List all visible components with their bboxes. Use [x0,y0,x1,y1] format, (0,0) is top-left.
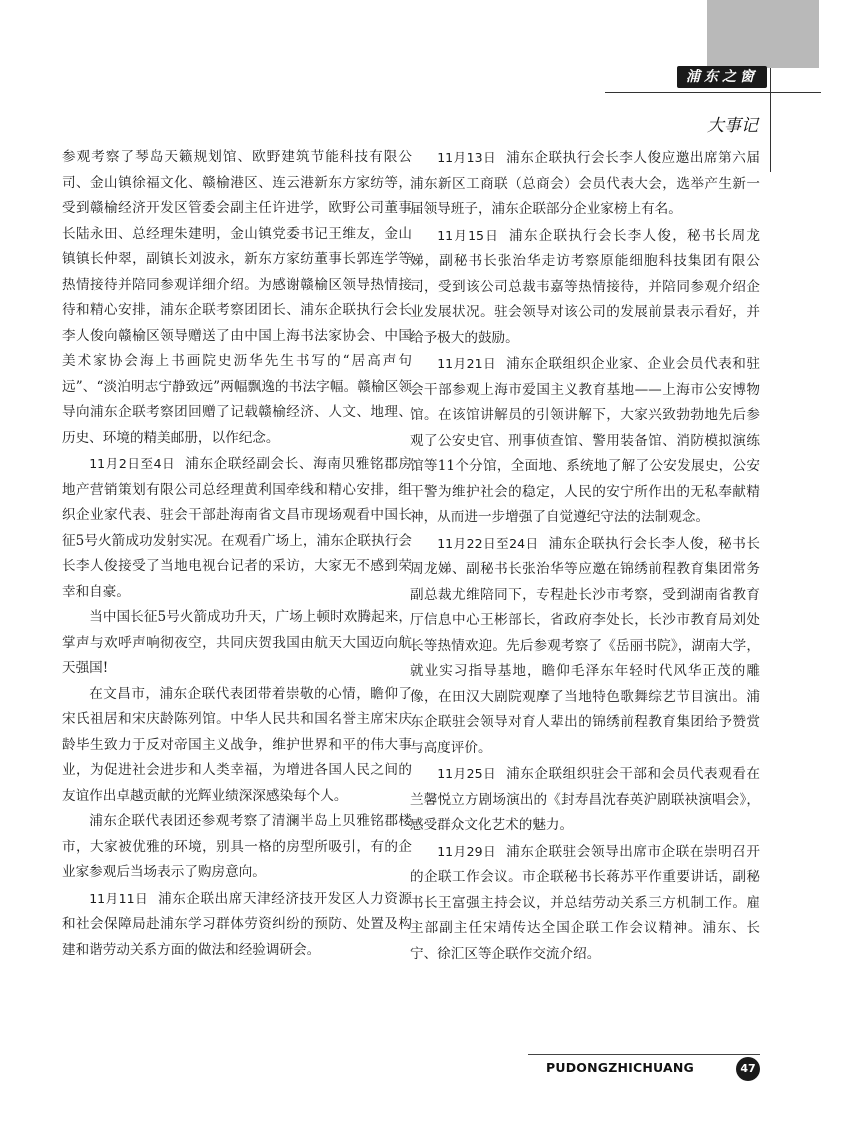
article-paragraph: 浦东企联代表团还参观考察了清澜半岛上贝雅铭郡楼市，大家被优雅的环境，别具一格的房型所吸引，有的企业家参观后当场表示了购房意向。 [62,813,412,880]
article-paragraph: 11月11日 浦东企联出席天津经济技开发区人力资源和社会保障局赴浦东学习群体劳资纠纷的预防、处置及构建和谐劳动关系方面的做法和经验调研会。 [62,890,413,958]
right-column [410,145,760,967]
section-title: 大事记 [707,116,758,136]
article-paragraph: 在文昌市，浦东企联代表团带着崇敬的心情，瞻仰了宋氏祖居和宋庆龄陈列馆。中华人民共和国名誉主席宋庆龄毕生致力于反对帝国主义战争，维护世界和平的伟大事业，为促进社会进步和人类幸福，为增进各国人民之间的友谊作出卓越贡献的光辉业绩深深感染每个人。 [62,685,412,804]
event-date: 11月29日 [437,843,497,859]
header-tag: 浦东之窗 [686,69,758,85]
article-paragraph: 11月2日至4日 浦东企联经副会长、海南贝雅铭郡房地产营销策划有限公司总经理黄利国牵线和精心安排，组织企业家代表、驻会干部赴海南省文昌市现场观看中国长征5号火箭成功发射实况。在观看广场上，浦东企联执行会长李人俊接受了当地电视台记者的采访，大家无不感到荣幸和自豪。 [62,456,413,600]
page-number: 47 [736,1057,760,1081]
article-paragraph: 11月29日 浦东企联驻会领导出席市企联在崇明召开的企联工作会议。市企联秘书长蒋苏平作重要讲话，副秘书长王富强主持会议，并总结劳动关系三方机制工作。雇主部副主任宋靖传达全国企联工作会议精神。浦东、长宁、徐汇区等企联作交流介绍。 [410,843,761,962]
article-paragraph: 当中国长征5号火箭成功升天，广场上顿时欢腾起来，掌声与欢呼声响彻夜空，共同庆贺我国由航天大国迈向航天强国! [62,609,412,676]
event-date: 11月22日至24日 [437,535,539,551]
article-paragraph: 11月15日 浦东企联执行会长李人俊，秘书长周龙娣，副秘书长张治华走访考察原能细胞科技集团有限公司，受到该公司总裁韦嘉等热情接待，并陪同参观介绍企业发展状况。驻会领导对该公司的发展前景表示看好，并给予极大的鼓励。 [410,227,761,346]
event-date: 11月25日 [437,766,497,781]
event-date: 11月21日 [437,356,497,371]
header-rule-vertical [770,68,771,172]
event-date: 11月13日 [437,150,497,165]
header-rule-horizontal [605,92,821,93]
left-column [62,145,412,963]
article-paragraph: 11月13日 浦东企联执行会长李人俊应邀出席第六届浦东新区工商联（总商会）会员代表大会，选举产生新一届领导班子，浦东企联部分企业家榜上有名。 [410,150,761,217]
event-date: 11月11日 [89,890,149,906]
footer-brand: PUDONGZHICHUANG [546,1060,695,1075]
article-paragraph: 11月22日至24日 浦东企联执行会长李人俊，秘书长周龙娣、副秘书长张治华等应邀在锦绣前程教育集团常务副总裁尤维陪同下，专程赴长沙市考察，受到湖南省教育厅信息中心王彬部长，省政府李处长，长沙市教育局刘处长等热情欢迎。先后参观考察了《岳丽书院》，湖南大学，就业实习指导基地，瞻仰毛泽东年轻时代风华正茂的雕像，在田汉大剧院观摩了当地特色歌舞综艺节目演出。浦东企联驻会领导对育人辈出的锦绣前程教育集团给予赞赏与高度评价。 [410,535,761,756]
event-date: 11月15日 [437,227,499,243]
article-paragraph: 11月21日 浦东企联组织企业家、企业会员代表和驻会干部参观上海市爱国主义教育基地——上海市公安博物馆。在该馆讲解员的引领讲解下，大家兴致勃勃地先后参观了公安史官、刑事侦查馆、警用装备馆、消防模拟演练馆等11个分馆，全面地、系统地了解了公安发展史，公安干警为维护社会的稳定，人民的安宁所作出的无私奉献精神，从而进一步增强了自觉遵纪守法的法制观念。 [410,356,761,525]
event-date: 11月2日至4日 [89,456,176,471]
article-paragraph: 11月25日 浦东企联组织驻会干部和会员代表观看在兰馨悦立方剧场演出的《封寿昌沈春英沪剧联袂演唱会》，感受群众文化艺术的魅力。 [410,766,761,833]
footer-rule [528,1054,760,1055]
article-paragraph: 参观考察了琴岛天籁规划馆、欧野建筑节能科技有限公司、金山镇徐福文化、赣榆港区、连云港新东方家纺等，受到赣榆经济开发区管委会副主任许进学，欧野公司董事长陆永田、总经理朱建明，金山镇党委书记王维友，金山镇镇长仲翠，副镇长刘波永，新东方家纺董事长郭连学等热情接待并陪同参观详细介绍。为感谢赣榆区领导热情接待和精心安排，浦东企联考察团团长、浦东企联执行会长李人俊向赣榆区领导赠送了由中国上海书法家协会、中国美术家协会海上书画院史沥华先生书写的“居高声句远”、“淡泊明志宁静致远”两幅飘逸的书法字幅。赣榆区领导向浦东企联考察团回赠了记载赣榆经济、人文、地理、历史、环境的精美邮册，以作纪念。 [62,149,412,446]
header-gray-block [707,0,819,68]
